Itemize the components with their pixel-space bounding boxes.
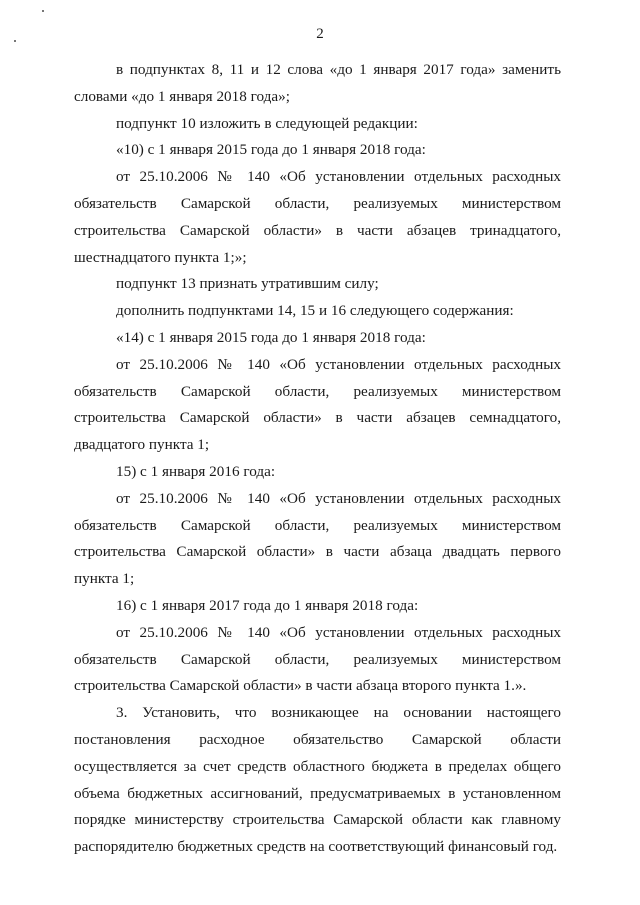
paragraph-subpoint-10-intro: подпункт 10 изложить в следующей редакции:: [116, 114, 418, 132]
paragraph-subpoint-10-text: от 25.10.2006 № 140 «Об установлении отдельных расходных обязательств Самарской области, реализуемых министерством строительства Самарской области» в части абзацев тринадцатого, шестнадцатого пункта 1;»;: [74, 168, 561, 266]
page-number: 2: [316, 26, 324, 42]
paragraph-subpoint-16-text: от 25.10.2006 № 140 «Об установлении отдельных расходных обязательств Самарской области, реализуемых министерством строительства Самарской области» в части абзаца второго пункта 1.».: [74, 623, 561, 695]
paragraph-subpoint-15-heading: 15) с 1 января 2016 года:: [116, 462, 276, 480]
paragraph-subpoint-14-heading: «14) с 1 января 2015 года до 1 января 2018 года:: [116, 328, 426, 346]
paragraph-subpoint-16-heading: 16) с 1 января 2017 года до 1 января 2018 года:: [116, 596, 419, 614]
paragraph-subpoint-13: подпункт 13 признать утратившим силу;: [116, 275, 379, 293]
paragraph-add-subpoints: дополнить подпунктами 14, 15 и 16 следующего содержания:: [116, 302, 514, 320]
paragraph-subpoints-8-11-12: в подпунктах 8, 11 и 12 слова «до 1 января 2017 года» заменить словами «до 1 января 2018 года»;: [74, 61, 561, 105]
scan-artifact-mark: [42, 10, 44, 12]
paragraph-subpoint-15-text: от 25.10.2006 № 140 «Об установлении отдельных расходных обязательств Самарской области, реализуемых министерством строительства Самарской области» в части абзаца двадцать первого пункта 1;: [74, 489, 561, 588]
paragraph-point-3: 3. Установить, что возникающее на основании настоящего постановления расходное обязательство Самарской области осуществляется за счет средств областного бюджета в пределах общего объема бюджетных ассигнований, предусматриваемых в установленном порядке министерству строительства Самарской области как главному распорядителю бюджетных средств на соответствующий финансовый год.: [74, 704, 561, 856]
document-body: [74, 57, 561, 861]
paragraph-subpoint-10-heading: «10) с 1 января 2015 года до 1 января 2018 года:: [116, 141, 426, 159]
paragraph-subpoint-14-text: от 25.10.2006 № 140 «Об установлении отдельных расходных обязательств Самарской области, реализуемых министерством строительства Самарской области» в части абзацев семнадцатого, двадцатого пункта 1;: [74, 355, 561, 454]
